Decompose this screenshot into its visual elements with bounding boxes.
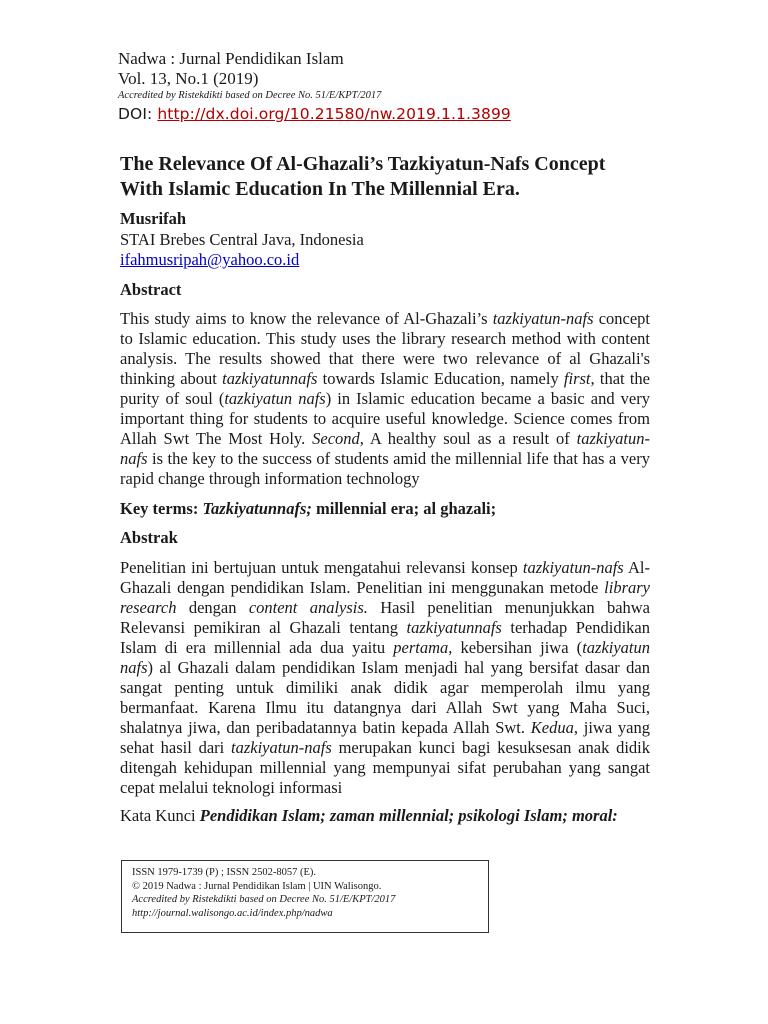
footer-copyright: © 2019 Nadwa : Jurnal Pendidikan Islam | UIN Walisongo. (132, 880, 382, 892)
abstrak-line: sehat hasil dari tazkiyatun-nafs merupakan kunci bagi kesuksesan anak didik (120, 738, 650, 757)
abstrak-heading: Abstrak (120, 528, 178, 547)
footer-info-box (121, 860, 489, 933)
abstrak-line: ditengah kehidupan millennial yang mempunyai sifat perubahan yang sangat (120, 758, 650, 777)
abstract-line: nafs is the key to the success of students amid the millennial life that has a very (120, 449, 650, 468)
abstract-line: thinking about tazkiyatunnafs towards Islamic Education, namely first, that the (120, 369, 650, 388)
abstract-line: Allah Swt The Most Holy. Second, A healthy soul as a result of tazkiyatun- (120, 429, 650, 448)
key-terms-italic: Tazkiyatunnafs; (202, 499, 312, 518)
abstrak-line: bermanfaat. Karena Ilmu itu datangnya dari Allah Swt yang Maha Suci, (120, 698, 650, 717)
abstrak-line: Relevansi pemikiran al Ghazali tentang tazkiyatunnafs terhadap Pendidikan (120, 618, 650, 637)
abstract-heading: Abstract (120, 280, 182, 299)
kata-kunci-value: Pendidikan Islam; zaman millennial; psikologi Islam; moral: (199, 806, 618, 825)
abstrak-line: Islam di era millennial ada dua yaitu pertama, kebersihan jiwa (tazkiyatun (120, 638, 651, 657)
abstract-line: purity of soul (tazkiyatun nafs) in Islamic education became a basic and very (120, 389, 650, 408)
footer-issn: ISSN 1979-1739 (P) ; ISSN 2502-8057 (E). (132, 867, 317, 878)
doi-row (118, 105, 511, 123)
abstrak-line: research dengan content analysis. Hasil penelitian menunjukkan bahwa (120, 598, 651, 617)
journal-volume: Vol. 13, No.1 (2019) (118, 69, 259, 88)
doi-link[interactable]: http://dx.doi.org/10.21580/nw.2019.1.1.3899 (157, 105, 511, 123)
article-title-line-1: The Relevance Of Al-Ghazali’s Tazkiyatun-Nafs Concept (120, 153, 606, 175)
abstract-line: This study aims to know the relevance of Al-Ghazali’s tazkiyatun-nafs concept (120, 309, 650, 328)
key-terms-label: Key terms: (120, 499, 203, 518)
key-terms (120, 499, 496, 519)
abstrak-line: Penelitian ini bertujuan untuk mengatahui relevansi konsep tazkiyatun-nafs Al- (120, 558, 650, 577)
footer-accreditation: Accredited by Ristekdikti based on Decree No. 51/E/KPT/2017 (132, 894, 396, 905)
accreditation-note: Accredited by Ristekdikti based on Decree No. 51/E/KPT/2017 (118, 90, 382, 101)
author-email-link[interactable]: ifahmusripah@yahoo.co.id (120, 250, 300, 269)
abstract-line: important thing for students to acquire useful knowledge. Science comes from (120, 409, 650, 428)
author-affiliation: STAI Brebes Central Java, Indonesia (120, 230, 364, 249)
abstrak-line: cepat melalui teknologi informasi (120, 778, 343, 797)
author-name: Musrifah (120, 209, 186, 228)
abstrak-line: shalatnya jiwa, dan peribadatannya batin kepada Allah Swt. Kedua, jiwa yang (120, 718, 650, 737)
article-title-line-2: With Islamic Education In The Millennial Era. (120, 178, 520, 200)
key-terms-rest: millennial era; al ghazali; (311, 499, 497, 518)
kata-kunci-label: Kata Kunci (120, 806, 200, 825)
abstract-line: rapid change through information technology (120, 469, 420, 488)
abstract-line: to Islamic education. This study uses the library research method with content (120, 329, 650, 348)
abstrak-body (120, 558, 650, 798)
abstract-body (120, 309, 650, 489)
abstrak-line: Ghazali dengan pendidikan Islam. Penelitian ini menggunakan metode library (120, 578, 650, 597)
journal-name: Nadwa : Jurnal Pendidikan Islam (118, 49, 344, 68)
abstrak-line: nafs) al Ghazali dalam pendidikan Islam menjadi hal yang bersifat dasar dan (120, 658, 650, 677)
doi-label: DOI: (118, 105, 158, 123)
footer-url[interactable]: http://journal.walisongo.ac.id/index.php/nadwa (132, 907, 333, 919)
article-title (120, 152, 680, 202)
abstrak-line: sangat penting untuk dimiliki anak didik agar memperolah ilmu yang (120, 678, 650, 697)
abstract-line: analysis. The results showed that there were two relevance of al Ghazali's (120, 349, 650, 368)
kata-kunci (120, 806, 618, 826)
